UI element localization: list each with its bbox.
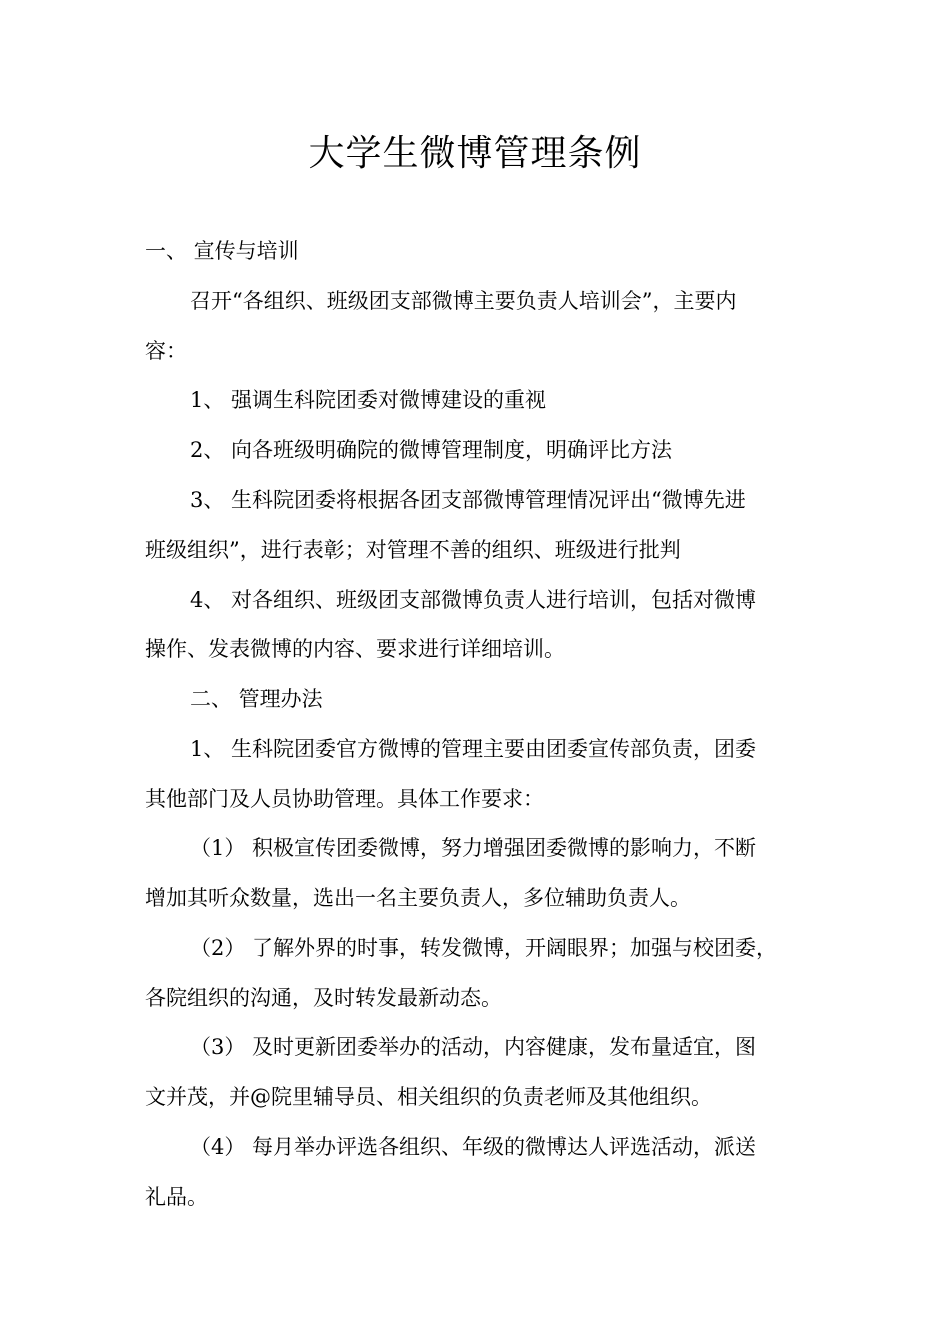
list-item-2: 2、 向各班级明确院的微博管理制度，明确评比方法 — [190, 438, 673, 462]
section-heading-publicity-training: 一、 宣传与培训 — [145, 239, 299, 263]
requirement-2: （2） 了解外界的时事，转发微博，开阔眼界；加强与校团委， — [190, 936, 778, 960]
management-item-1-continued: 其他部门及人员协助管理。具体工作要求： — [145, 787, 544, 811]
list-item-4: 4、 对各组织、班级团支部微博负责人进行培训，包括对微博 — [190, 588, 757, 612]
list-item-3: 3、 生科院团委将根据各团支部微博管理情况评出“微博先进 — [190, 488, 746, 512]
requirement-2-continued: 各院组织的沟通，及时转发最新动态。 — [145, 986, 502, 1010]
requirement-3-continued: 文并茂，并@院里辅导员、相关组织的负责老师及其他组织。 — [145, 1085, 712, 1109]
requirement-1: （1） 积极宣传团委微博，努力增强团委微博的影响力，不断 — [190, 836, 757, 860]
requirement-3: （3） 及时更新团委举办的活动，内容健康，发布量适宜，图 — [190, 1035, 757, 1059]
paragraph-line: 召开“各组织、班级团支部微博主要负责人培训会”，主要内 — [190, 289, 737, 313]
list-item-3-continued: 班级组织”，进行表彰；对管理不善的组织、班级进行批判 — [145, 538, 681, 562]
document-title: 大学生微博管理条例 — [308, 133, 642, 174]
requirement-4-continued: 礼品。 — [145, 1185, 208, 1209]
list-item-4-continued: 操作、发表微博的内容、要求进行详细培训。 — [145, 637, 565, 661]
section-heading-management: 二、 管理办法 — [190, 687, 323, 711]
list-item-1: 1、 强调生科院团委对微博建设的重视 — [190, 388, 547, 412]
requirement-1-continued: 增加其听众数量，选出一名主要负责人，多位辅助负责人。 — [145, 886, 691, 910]
paragraph-line: 容： — [145, 339, 187, 363]
management-item-1: 1、 生科院团委官方微博的管理主要由团委宣传部负责，团委 — [190, 737, 757, 761]
requirement-4: （4） 每月举办评选各组织、年级的微博达人评选活动，派送 — [190, 1135, 757, 1159]
